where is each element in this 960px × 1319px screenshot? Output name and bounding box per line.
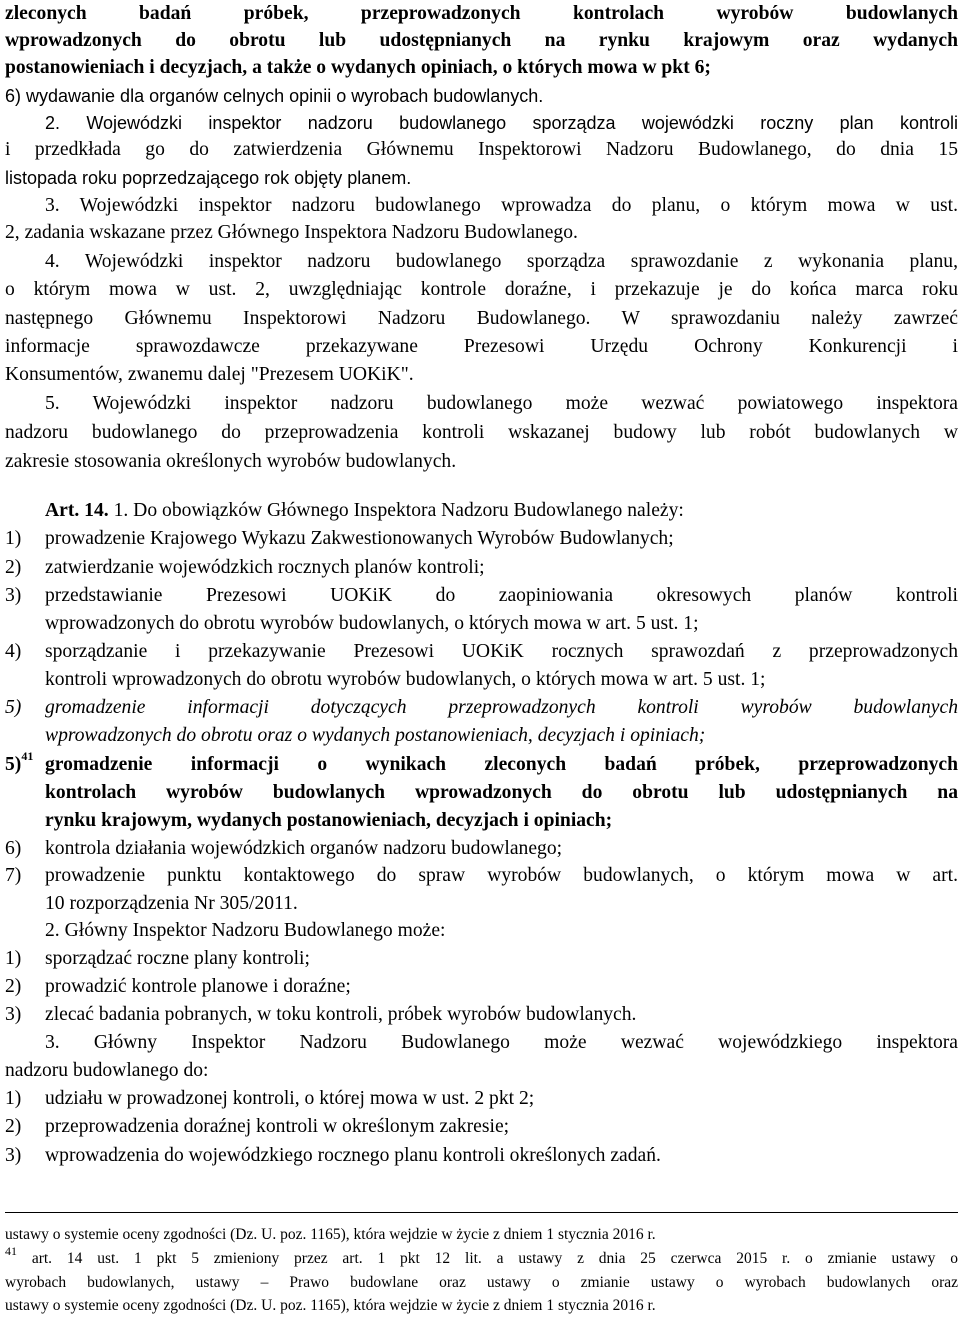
footnote-41-line-3: ustawy o systemie oceny zgodności (Dz. U. poz. 1165), która wejdzie w życie z dniem 1 stycznia 2016 r. [5,1297,656,1314]
art14-item-5-new-line-2: kontrolach wyrobów budowlanych wprowadzonych do obrotu lub udostępnianych na [45,782,958,803]
art14-item-5-new-line-3: rynku krajowym, wydanych postanowieniach, decyzjach i opiniach; [45,810,613,831]
footnote-41-line-2: wyrobach budowlanych, ustawy – Prawo budowlane oraz ustawy o zmianie ustawy o wyrobach budowlanych oraz [5,1274,958,1291]
art14-item-5-new-num [5,751,33,779]
art14-p3-item-3-num: 3) [5,1145,22,1166]
art14-item-3-line-2: wprowadzonych do obrotu wyrobów budowlanych, o których mowa w art. 5 ust. 1; [45,613,699,634]
p2-line-3: listopada roku poprzedzającego rok objęty planem. [5,168,412,188]
art14-intro: 1. Do obowiązków Głównego Inspektora Nadzoru Budowlanego należy: [113,500,684,521]
footnote-ref-41: 41 [21,749,34,764]
p4-line-4: informacje sprawozdawcze przekazywane Prezesowi Urzędu Ochrony Konkurencji i [5,336,958,357]
p4-line-2: o którym mowa w ust. 2, uwzględniając kontrole doraźne, i przekazuje je do końca marca roku [5,279,958,300]
footnote-separator [5,1212,958,1213]
art14-p3-item-3-text: wprowadzenia do wojewódzkiego rocznego planu kontroli określonych zadań. [45,1145,661,1166]
art14-item-4-num: 4) [5,641,22,662]
art14-item-5-old-num: 5) [5,697,22,718]
lead-line-1: zleconych badań próbek, przeprowadzonych kontrolach wyrobów budowlanych [5,3,958,24]
footnote-continuation: ustawy o systemie oceny zgodności (Dz. U. poz. 1165), która wejdzie w życie z dniem 1 stycznia 2016 r. [5,1226,656,1243]
art14-p2-item-2-num: 2) [5,976,22,997]
art14-p3-item-2-num: 2) [5,1116,22,1137]
art14-p2-item-1-num: 1) [5,948,22,969]
p3-line-2: 2, zadania wskazane przez Głównego Inspektora Nadzoru Budowlanego. [5,222,578,243]
lead-line-4: 6) wydawanie dla organów celnych opinii o wyrobach budowlanych. [5,86,544,106]
art14-item-5-old-line-2: wprowadzonych do obrotu oraz o wydanych postanowieniach, decyzjach i opiniach; [45,725,706,746]
art14-p3-item-1-num: 1) [5,1088,22,1109]
art14-p2-item-1-text: sporządzać roczne plany kontroli; [45,948,310,969]
p5-line-1: 5. Wojewódzki inspektor nadzoru budowlanego może wezwać powiatowego inspektora [45,393,958,414]
art14-item-3-num: 3) [5,585,22,606]
art14-p3-item-1-text: udziału w prowadzonej kontroli, o której mowa w ust. 2 pkt 2; [45,1088,535,1109]
art14-item-6-num: 6) [5,838,22,859]
lead-line-2: wprowadzonych do obrotu lub udostępnianych na rynku krajowym oraz wydanych [5,30,958,51]
art14-item-4-line-1: sporządzanie i przekazywanie Prezesowi UOKiK rocznych sprawozdań z przeprowadzonych [45,641,958,662]
art14-item-5-new-num-text: 5) [5,754,22,775]
p4-line-3: następnego Głównemu Inspektorowi Nadzoru Budowlanego. W sprawozdaniu należy zawrzeć [5,308,958,329]
p2-line-2: i przedkłada go do zatwierdzenia Głównemu Inspektorowi Nadzoru Budowlanego, do dnia 15 [5,139,958,160]
art14-item-5-old-line-1: gromadzenie informacji dotyczących przeprowadzonych kontroli wyrobów budowlanych [45,697,958,718]
footnote-41-line-1 [5,1243,958,1270]
p3-line-1: 3. Wojewódzki inspektor nadzoru budowlanego wprowadza do planu, o którym mowa w ust. [45,195,958,216]
art14-p2-item-3-text: zlecać badania pobranych, w toku kontroli, próbek wyrobów budowlanych. [45,1004,637,1025]
art14-p3-line-1: 3. Główny Inspektor Nadzoru Budowlanego może wezwać wojewódzkiego inspektora [45,1032,958,1053]
art14-p3-item-2-text: przeprowadzenia doraźnej kontroli w określonym zakresie; [45,1116,510,1137]
p5-line-3: zakresie stosowania określonych wyrobów budowlanych. [5,451,457,472]
art14-item-5-new-line-1: gromadzenie informacji o wynikach zleconych badań próbek, przeprowadzonych [45,754,958,775]
art14-item-7-line-1: prowadzenie punktu kontaktowego do spraw wyrobów budowlanych, o którym mowa w art. [45,865,958,886]
art14-p2-item-3-num: 3) [5,1004,22,1025]
footnote-41-mark: 41 [5,1243,17,1258]
art14-item-2-text: zatwierdzanie wojewódzkich rocznych planów kontroli; [45,557,485,578]
art14-heading: Art. 14. [45,500,109,521]
lead-line-3: postanowieniach i decyzjach, a także o wydanych opiniach, o których mowa w pkt 6; [5,57,711,78]
art14-p2-item-2-text: prowadzić kontrole planowe i doraźne; [45,976,351,997]
p2-line-1: 2. Wojewódzki inspektor nadzoru budowlanego sporządza wojewódzki roczny plan kontroli [45,113,958,133]
footnote-41-text-1: art. 14 ust. 1 pkt 5 zmieniony przez art. 1 pkt 12 lit. a ustawy z dnia 25 czerwca 2015 r. o zmianie ustawy o [31,1250,958,1267]
art14-item-7-line-2: 10 rozporządzenia Nr 305/2011. [45,893,298,914]
p5-line-2: nadzoru budowlanego do przeprowadzenia kontroli wskazanej budowy lub robót budowlanych w [5,422,958,443]
art14-item-2-num: 2) [5,557,22,578]
art14-item-1-text: prowadzenie Krajowego Wykazu Zakwestionowanych Wyrobów Budowlanych; [45,528,674,549]
p4-line-1: 4. Wojewódzki inspektor nadzoru budowlanego sporządza sprawozdanie z wykonania planu, [45,251,958,272]
art14-item-3-line-1: przedstawianie Prezesowi UOKiK do zaopiniowania okresowych planów kontroli [45,585,958,606]
art14-item-1-num: 1) [5,528,22,549]
art14-p2-intro: 2. Główny Inspektor Nadzoru Budowlanego może: [45,920,446,941]
art14-p3-line-2: nadzoru budowlanego do: [5,1060,209,1081]
art14-intro-line [45,497,958,525]
p4-line-5: Konsumentów, zwanemu dalej "Prezesem UOKiK". [5,364,414,385]
art14-item-4-line-2: kontroli wprowadzonych do obrotu wyrobów budowlanych, o których mowa w art. 5 ust. 1; [45,669,766,690]
art14-item-6-text: kontrola działania wojewódzkich organów nadzoru budowlanego; [45,838,563,859]
art14-item-7-num: 7) [5,865,22,886]
